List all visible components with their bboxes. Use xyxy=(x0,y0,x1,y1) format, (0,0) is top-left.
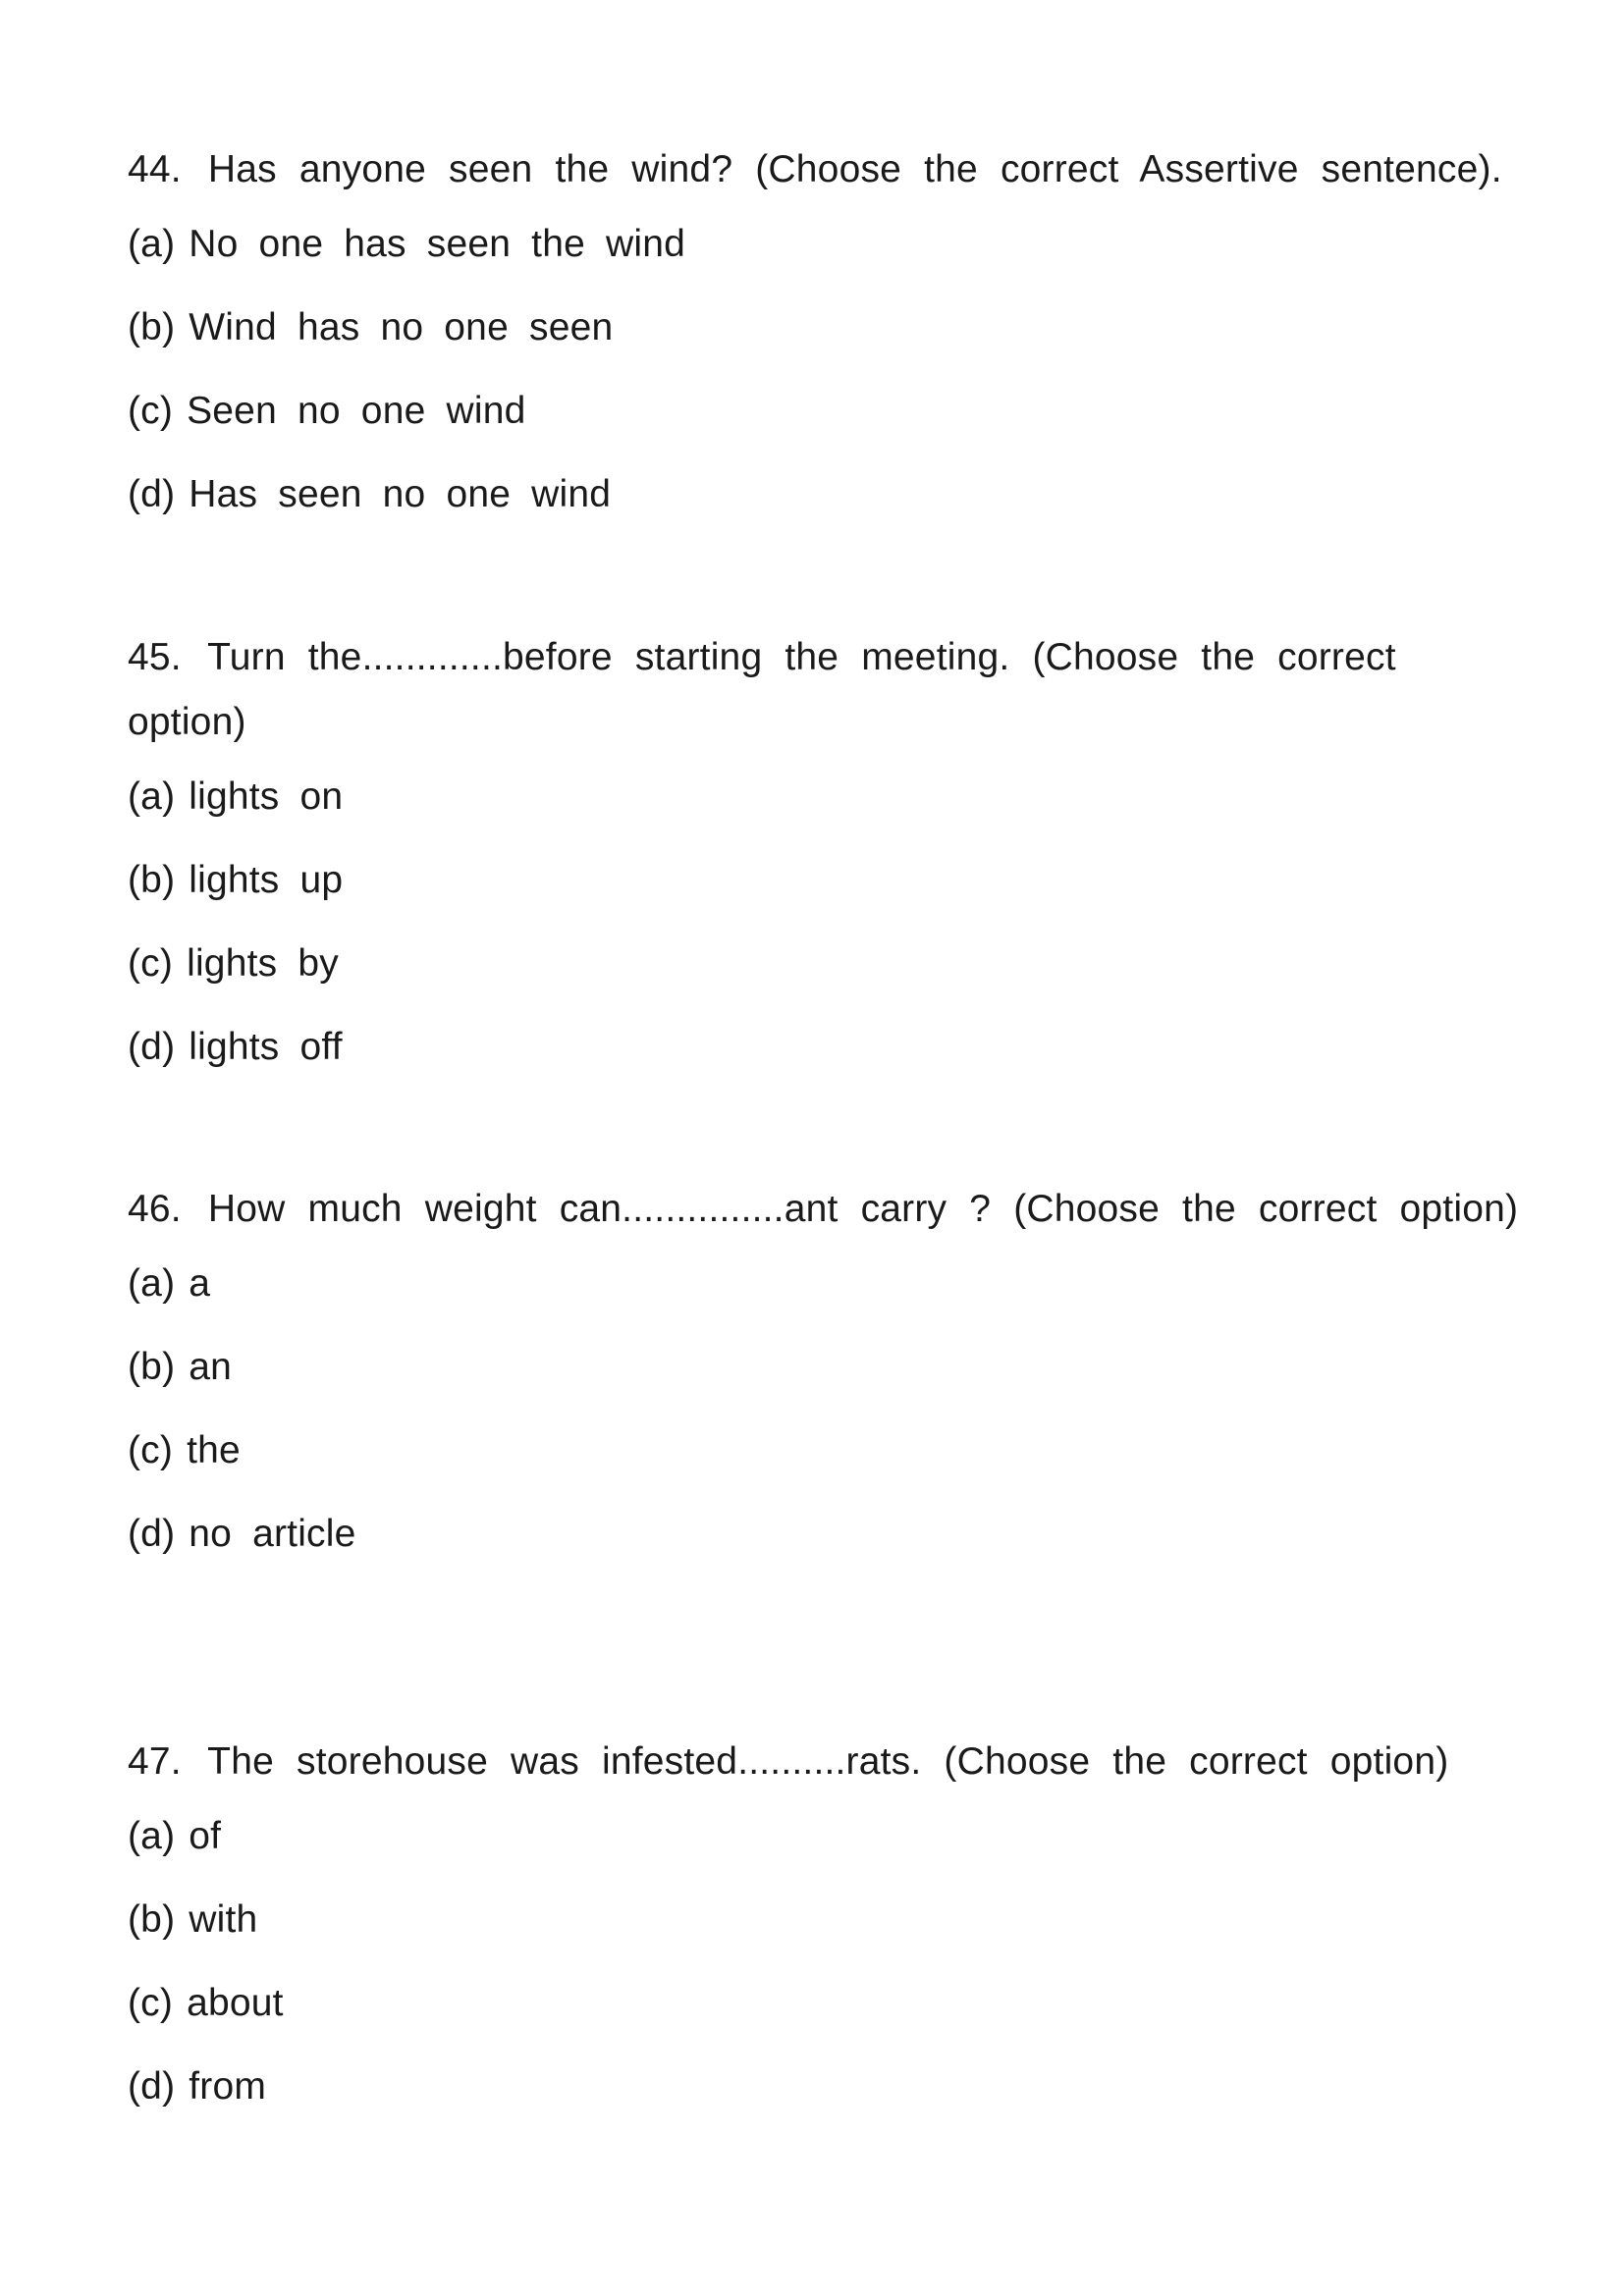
option-a xyxy=(128,202,1532,286)
option-letter: (b) xyxy=(128,1346,176,1388)
option-c xyxy=(128,369,1532,453)
option-letter: (d) xyxy=(128,1026,176,1068)
option-text: the xyxy=(187,1429,241,1471)
option-text: Has seen no one wind xyxy=(189,473,612,515)
option-letter: (b) xyxy=(128,306,176,348)
option-letter: (c) xyxy=(128,390,174,432)
option-letter: (a) xyxy=(128,775,176,818)
question-47 xyxy=(128,1730,1532,2128)
option-text: lights by xyxy=(187,942,339,985)
option-text: lights up xyxy=(189,859,344,901)
question-text xyxy=(128,1730,1532,1794)
option-letter: (a) xyxy=(128,223,176,265)
option-text: with xyxy=(189,1898,258,1941)
option-a xyxy=(128,1242,1532,1325)
question-text xyxy=(128,1177,1532,1242)
option-b xyxy=(128,838,1532,922)
question-stem: Has anyone seen the wind? (Choose the correct Assertive sentence). xyxy=(207,148,1502,190)
option-d xyxy=(128,1492,1532,1575)
question-stem: Turn the.............before starting the meeting. (Choose the correct option) xyxy=(128,636,1396,743)
question-text xyxy=(128,137,1532,202)
option-text: about xyxy=(187,1982,284,2024)
option-text: Wind has no one seen xyxy=(189,306,614,348)
option-letter: (c) xyxy=(128,1982,174,2024)
option-letter: (a) xyxy=(128,1262,176,1305)
option-b xyxy=(128,1325,1532,1409)
question-number: 45. xyxy=(128,636,182,678)
question-text xyxy=(128,625,1532,755)
option-list xyxy=(128,1242,1532,1575)
question-number: 47. xyxy=(128,1740,182,1783)
option-letter: (d) xyxy=(128,1513,176,1555)
option-a xyxy=(128,755,1532,838)
option-d xyxy=(128,453,1532,536)
option-letter: (d) xyxy=(128,473,176,515)
option-d xyxy=(128,2045,1532,2128)
option-text: a xyxy=(189,1262,211,1305)
option-text: Seen no one wind xyxy=(187,390,526,432)
option-text: from xyxy=(189,2065,267,2108)
option-b xyxy=(128,1878,1532,1961)
option-letter: (c) xyxy=(128,942,174,985)
option-a xyxy=(128,1794,1532,1878)
option-b xyxy=(128,286,1532,369)
option-letter: (a) xyxy=(128,1815,176,1857)
option-c xyxy=(128,922,1532,1005)
question-stem: How much weight can...............ant carry ? (Choose the correct option) xyxy=(207,1188,1519,1230)
option-text: of xyxy=(189,1815,222,1857)
option-list xyxy=(128,755,1532,1089)
question-number: 44. xyxy=(128,148,182,190)
question-number: 46. xyxy=(128,1188,182,1230)
option-letter: (c) xyxy=(128,1429,174,1471)
question-44 xyxy=(128,137,1532,536)
option-text: lights off xyxy=(189,1026,343,1068)
question-45 xyxy=(128,625,1532,1089)
option-letter: (b) xyxy=(128,859,176,901)
option-text: an xyxy=(189,1346,233,1388)
question-46 xyxy=(128,1177,1532,1575)
option-text: No one has seen the wind xyxy=(189,223,686,265)
option-letter: (d) xyxy=(128,2065,176,2108)
option-c xyxy=(128,1961,1532,2045)
option-d xyxy=(128,1005,1532,1089)
option-letter: (b) xyxy=(128,1898,176,1941)
question-stem: The storehouse was infested..........rats. (Choose the correct option) xyxy=(207,1740,1449,1783)
option-text: lights on xyxy=(189,775,344,818)
option-text: no article xyxy=(189,1513,356,1555)
option-c xyxy=(128,1409,1532,1492)
option-list xyxy=(128,202,1532,536)
option-list xyxy=(128,1794,1532,2128)
